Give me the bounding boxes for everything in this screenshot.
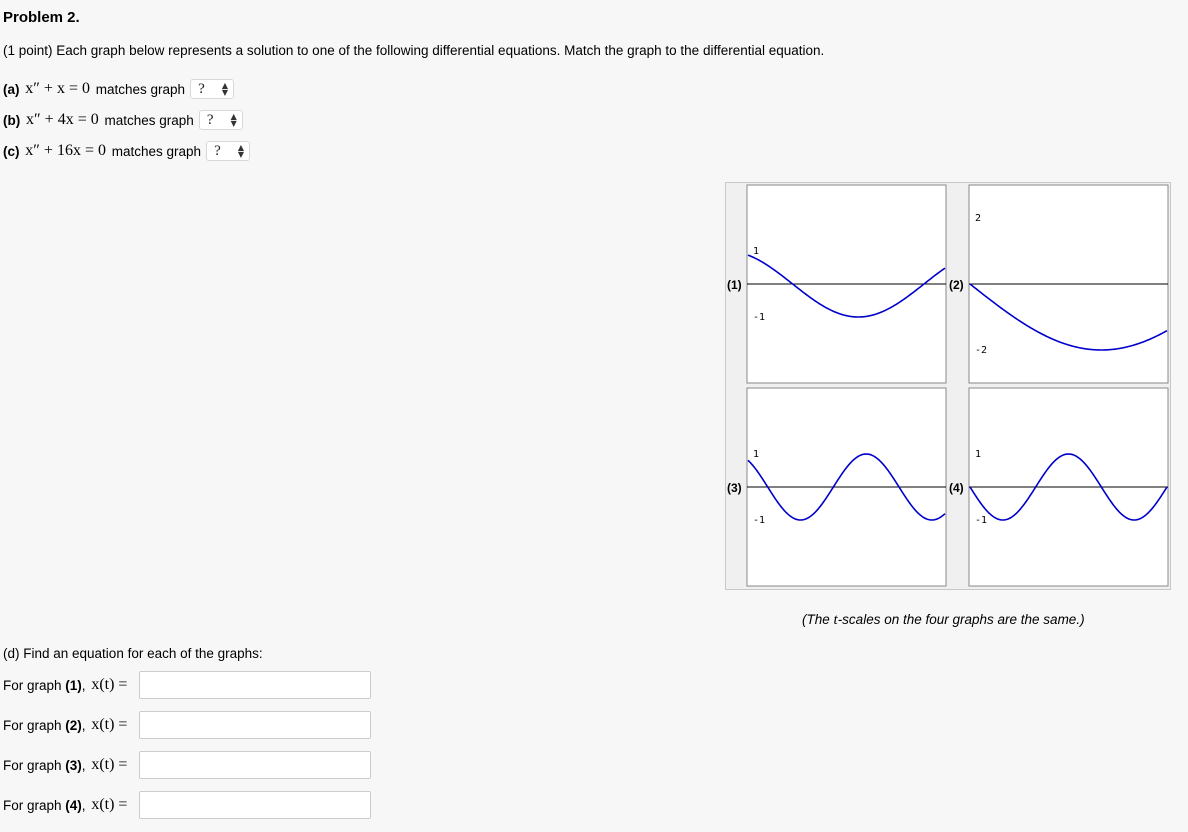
problem-intro: (1 point) Each graph below represents a solution to one of the following differential equations. Match the graph to the differential equation. — [3, 43, 825, 58]
question-suffix: matches graph — [95, 81, 186, 97]
answer-row-1: For graph (1) , x(t) = — [3, 676, 129, 694]
graph-select-c[interactable] — [206, 141, 250, 161]
question-label: (c) — [3, 143, 20, 159]
note-prefix: (The — [802, 612, 834, 627]
answer-input-3[interactable] — [139, 751, 371, 779]
note-suffix: -scales on the four graphs are the same.) — [837, 612, 1085, 627]
equation: x″ + 4x = 0 — [26, 111, 99, 128]
graph-label: (3) — [727, 481, 742, 495]
min-tick-label: -1 — [753, 312, 766, 323]
question-b — [3, 110, 243, 130]
answer-row-4: For graph (4) , x(t) = — [3, 796, 129, 814]
max-tick-label: 1 — [975, 449, 982, 460]
graph-label: (2) — [949, 278, 964, 292]
answer-row-3: For graph (3) , x(t) = — [3, 756, 129, 774]
answer-input-4[interactable] — [139, 791, 371, 819]
graph-label: (4) — [949, 481, 964, 495]
answer-graph-label: (1) — [65, 677, 82, 693]
updown-arrows-icon: ▲ ▼ — [237, 143, 245, 159]
t-scale-note — [802, 612, 1085, 629]
question-label: (a) — [3, 81, 20, 97]
select-value: ? — [198, 80, 205, 97]
answer-graph-label: (3) — [65, 757, 82, 773]
graph-label: (1) — [727, 278, 742, 292]
graphs-svg — [726, 183, 1170, 589]
answer-expr: x(t) = — [91, 796, 128, 813]
answer-graph-label: (4) — [65, 797, 82, 813]
answer-prefix: For graph — [3, 797, 62, 813]
question-c — [3, 141, 250, 161]
question-suffix: matches graph — [104, 112, 194, 128]
updown-arrows-icon: ▲ ▼ — [230, 112, 237, 128]
equation: x″ + x = 0 — [25, 80, 90, 97]
answer-input-2[interactable] — [139, 711, 371, 739]
answer-expr: x(t) = — [91, 716, 128, 733]
max-tick-label: 1 — [753, 449, 760, 460]
answer-graph-label: (2) — [65, 717, 82, 733]
min-tick-label: -1 — [975, 515, 988, 526]
answer-prefix: For graph — [3, 677, 62, 693]
min-tick-label: -2 — [975, 345, 988, 356]
question-a — [3, 79, 234, 99]
part-d-heading — [3, 646, 263, 661]
equation: x″ + 16x = 0 — [25, 142, 106, 159]
answer-expr: x(t) = — [91, 676, 128, 693]
updown-arrows-icon: ▲ ▼ — [221, 81, 229, 97]
graph-select-b[interactable] — [199, 110, 243, 130]
graphs-table — [725, 182, 1171, 590]
max-tick-label: 2 — [975, 213, 982, 224]
answer-row-2: For graph (2) , x(t) = — [3, 716, 129, 734]
answer-input-1[interactable] — [139, 671, 371, 699]
question-label: (b) — [3, 112, 21, 128]
part-d-heading-text: (d) Find an equation for each of the graphs: — [3, 646, 263, 661]
answer-prefix: For graph — [3, 757, 62, 773]
min-tick-label: -1 — [753, 515, 766, 526]
select-value: ? — [214, 142, 221, 159]
note-var: t — [833, 612, 838, 628]
select-value: ? — [206, 111, 214, 128]
problem-title: Problem 2. — [3, 9, 80, 26]
answer-prefix: For graph — [3, 717, 62, 733]
answer-expr: x(t) = — [91, 756, 128, 773]
question-suffix: matches graph — [111, 143, 202, 159]
graph-select-a[interactable] — [190, 79, 234, 99]
max-tick-label: 1 — [753, 246, 760, 257]
